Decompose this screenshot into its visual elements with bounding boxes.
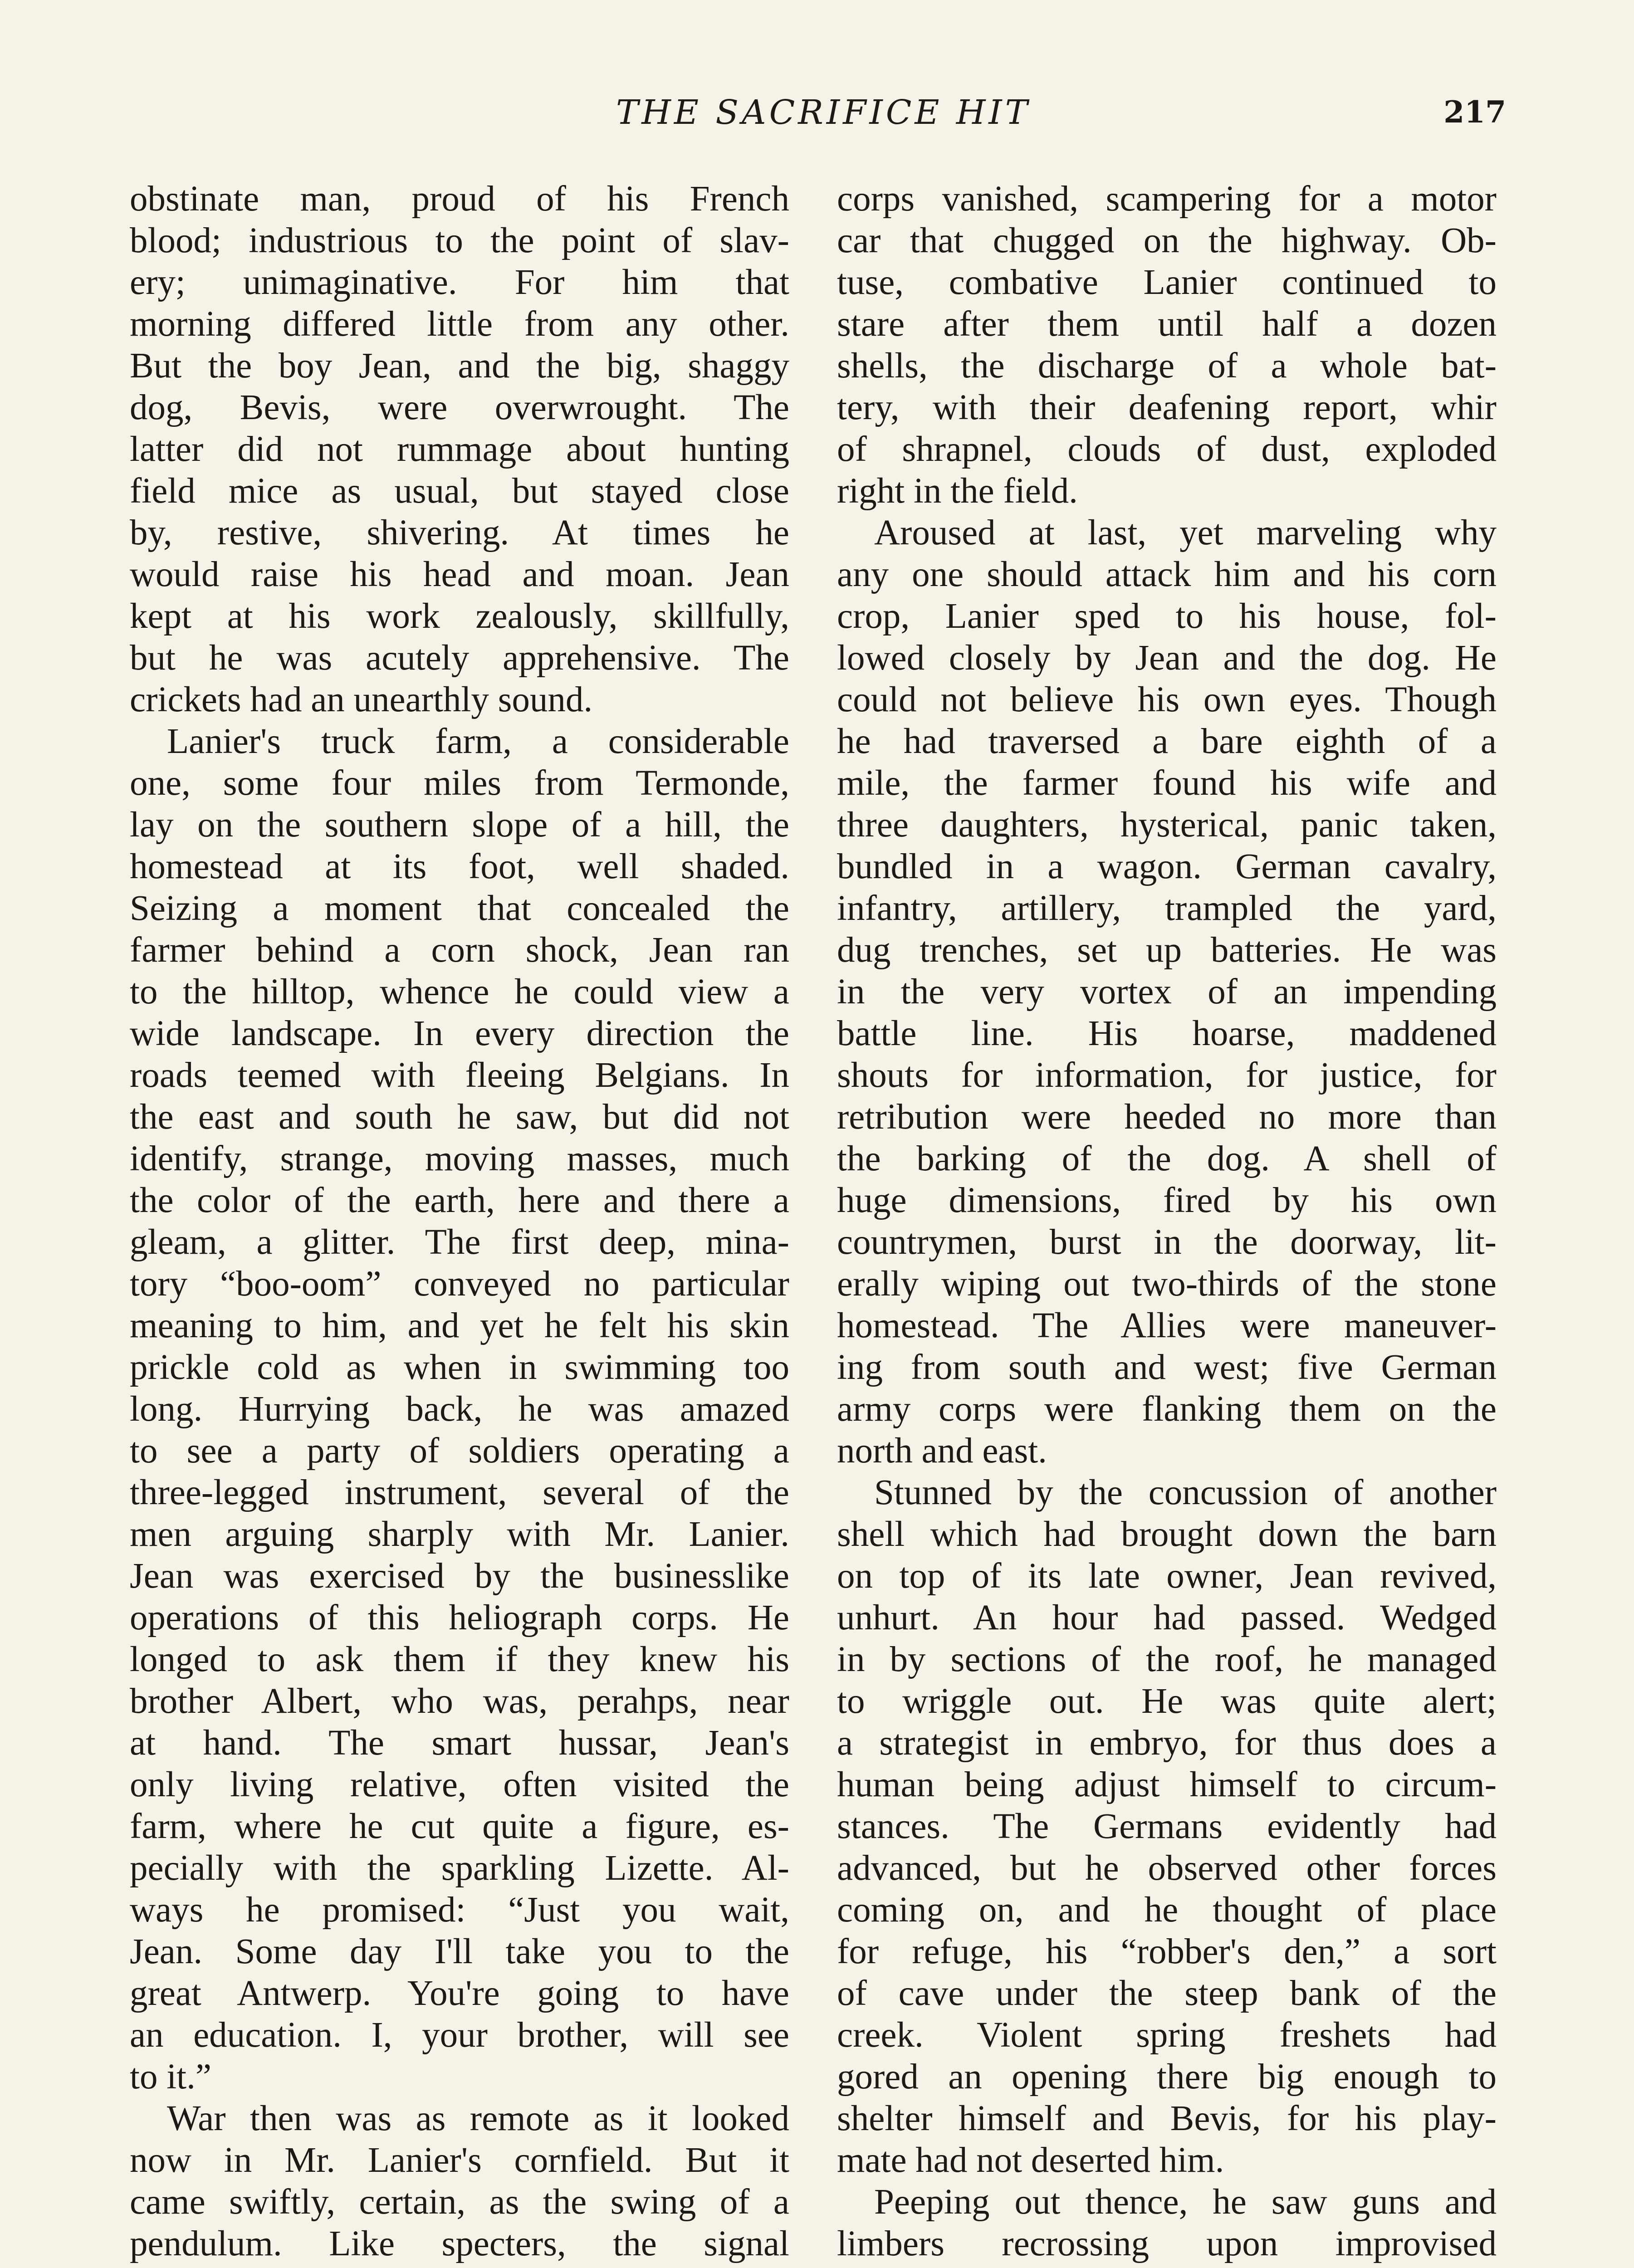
text-line: on top of its late owner, Jean revived, xyxy=(837,1556,1497,1596)
text-line: ery; unimaginative. For him that xyxy=(130,263,789,302)
text-line: army corps were flanking them on the xyxy=(837,1389,1497,1429)
left-text-column xyxy=(130,178,789,2265)
text-line: an education. I, your brother, will see xyxy=(130,2015,789,2055)
text-line: countrymen, burst in the doorway, lit- xyxy=(837,1222,1497,1262)
text-line: a strategist in embryo, for thus does a xyxy=(837,1723,1497,1763)
text-line: pendulum. Like specters, the signal xyxy=(130,2224,789,2263)
text-line: Peeping out thence, he saw guns and xyxy=(874,2182,1497,2222)
text-line: in the very vortex of an impending xyxy=(837,972,1497,1012)
text-line: gored an opening there big enough to xyxy=(837,2057,1497,2097)
text-line: of shrapnel, clouds of dust, exploded xyxy=(837,430,1497,469)
text-line: mile, the farmer found his wife and xyxy=(837,763,1497,803)
text-line: shouts for information, for justice, for xyxy=(837,1056,1497,1095)
text-line: long. Hurrying back, he was amazed xyxy=(130,1389,789,1429)
text-line: meaning to him, and yet he felt his skin xyxy=(130,1306,789,1345)
text-line: stare after them until half a dozen xyxy=(837,304,1497,344)
text-line: the color of the earth, here and there a xyxy=(130,1181,789,1220)
text-line: could not believe his own eyes. Though xyxy=(837,680,1497,719)
right-text-column xyxy=(837,178,1497,2265)
text-line: longed to ask them if they knew his xyxy=(130,1640,789,1679)
text-line: operations of this heliograph corps. He xyxy=(130,1598,789,1637)
text-line: field mice as usual, but stayed close xyxy=(130,471,789,511)
text-line: lowed closely by Jean and the dog. He xyxy=(837,638,1497,678)
text-line: pecially with the sparkling Lizette. Al- xyxy=(130,1848,789,1888)
text-line: ing from south and west; five German xyxy=(837,1348,1497,1387)
running-title: THE SACRIFICE HIT xyxy=(616,93,1031,132)
text-line: shells, the discharge of a whole bat- xyxy=(837,346,1497,386)
text-line: dog, Bevis, were overwrought. The xyxy=(130,388,789,427)
text-line: but he was acutely apprehensive. The xyxy=(130,638,789,678)
text-line: shelter himself and Bevis, for his play- xyxy=(837,2099,1497,2138)
text-line: erally wiping out two-thirds of the stone xyxy=(837,1264,1497,1304)
text-line: Stunned by the concussion of another xyxy=(874,1473,1497,1512)
text-line: ways he promised: “Just you wait, xyxy=(130,1890,789,1930)
text-line: three-legged instrument, several of the xyxy=(130,1473,789,1512)
text-line: tery, with their deafening report, whir xyxy=(837,388,1497,427)
text-line: brother Albert, who was, perahps, near xyxy=(130,1681,789,1721)
text-line: right in the field. xyxy=(837,471,1078,511)
text-line: at hand. The smart hussar, Jean's xyxy=(130,1723,789,1763)
text-line: by, restive, shivering. At times he xyxy=(130,513,789,552)
text-line: in by sections of the roof, he managed xyxy=(837,1640,1497,1679)
text-line: to the hilltop, whence he could view a xyxy=(130,972,789,1012)
text-line: bundled in a wagon. German cavalry, xyxy=(837,847,1497,886)
text-line: advanced, but he observed other forces xyxy=(837,1848,1497,1888)
text-line: latter did not rummage about hunting xyxy=(130,430,789,469)
text-line: coming on, and he thought of place xyxy=(837,1890,1497,1930)
text-line: of cave under the steep bank of the xyxy=(837,1974,1497,2013)
text-line: dug trenches, set up batteries. He was xyxy=(837,930,1497,970)
text-line: for refuge, his “robber's den,” a sort xyxy=(837,1932,1497,1971)
text-line: human being adjust himself to circum- xyxy=(837,1765,1497,1804)
text-line: the east and south he saw, but did not xyxy=(130,1097,789,1137)
text-line: prickle cold as when in swimming too xyxy=(130,1348,789,1387)
text-line: roads teemed with fleeing Belgians. In xyxy=(130,1056,789,1095)
text-line: retribution were heeded no more than xyxy=(837,1097,1497,1137)
text-line: Jean was exercised by the businesslike xyxy=(130,1556,789,1596)
text-line: the barking of the dog. A shell of xyxy=(837,1139,1497,1178)
text-line: Jean. Some day I'll take you to the xyxy=(130,1932,789,1971)
text-line: north and east. xyxy=(837,1431,1047,1471)
text-line: men arguing sharply with Mr. Lanier. xyxy=(130,1515,789,1554)
text-line: identify, strange, moving masses, much xyxy=(130,1139,789,1178)
text-line: Seizing a moment that concealed the xyxy=(130,889,789,928)
text-line: to see a party of soldiers operating a xyxy=(130,1431,789,1471)
text-line: crickets had an unearthly sound. xyxy=(130,680,593,719)
text-line: War then was as remote as it looked xyxy=(167,2099,789,2138)
text-line: limbers recrossing upon improvised xyxy=(837,2224,1497,2263)
text-line: lay on the southern slope of a hill, the xyxy=(130,805,789,845)
text-line: any one should attack him and his corn xyxy=(837,555,1497,594)
text-line: great Antwerp. You're going to have xyxy=(130,1974,789,2013)
page-number: 217 xyxy=(1443,94,1506,130)
text-line: he had traversed a bare eighth of a xyxy=(837,722,1497,761)
text-line: kept at his work zealously, skillfully, xyxy=(130,596,789,636)
text-line: farmer behind a corn shock, Jean ran xyxy=(130,930,789,970)
text-line: infantry, artillery, trampled the yard, xyxy=(837,889,1497,928)
text-line: homestead. The Allies were maneuver- xyxy=(837,1306,1497,1345)
text-line: But the boy Jean, and the big, shaggy xyxy=(130,346,789,386)
text-line: to wriggle out. He was quite alert; xyxy=(837,1681,1497,1721)
text-line: battle line. His hoarse, maddened xyxy=(837,1014,1497,1053)
text-line: gleam, a glitter. The first deep, mina- xyxy=(130,1222,789,1262)
text-line: three daughters, hysterical, panic taken, xyxy=(837,805,1497,845)
text-line: obstinate man, proud of his French xyxy=(130,179,789,219)
text-line: tuse, combative Lanier continued to xyxy=(837,263,1497,302)
text-line: tory “boo-oom” conveyed no particular xyxy=(130,1264,789,1304)
text-line: homestead at its foot, well shaded. xyxy=(130,847,789,886)
text-line: to it.” xyxy=(130,2057,211,2097)
text-line: corps vanished, scampering for a motor xyxy=(837,179,1497,219)
text-line: one, some four miles from Termonde, xyxy=(130,763,789,803)
text-line: only living relative, often visited the xyxy=(130,1765,789,1804)
text-line: blood; industrious to the point of slav- xyxy=(130,221,789,260)
text-line: came swiftly, certain, as the swing of a xyxy=(130,2182,789,2222)
text-line: farm, where he cut quite a figure, es- xyxy=(130,1807,789,1846)
text-line: now in Mr. Lanier's cornfield. But it xyxy=(130,2141,789,2180)
text-line: shell which had brought down the barn xyxy=(837,1515,1497,1554)
text-line: crop, Lanier sped to his house, fol- xyxy=(837,596,1497,636)
text-line: huge dimensions, fired by his own xyxy=(837,1181,1497,1220)
text-line: wide landscape. In every direction the xyxy=(130,1014,789,1053)
text-line: car that chugged on the highway. Ob- xyxy=(837,221,1497,260)
text-line: creek. Violent spring freshets had xyxy=(837,2015,1497,2055)
text-line: would raise his head and moan. Jean xyxy=(130,555,789,594)
text-line: stances. The Germans evidently had xyxy=(837,1807,1497,1846)
text-line: unhurt. An hour had passed. Wedged xyxy=(837,1598,1497,1637)
text-line: Lanier's truck farm, a considerable xyxy=(167,722,789,761)
text-line: Aroused at last, yet marveling why xyxy=(874,513,1497,552)
text-line: morning differed little from any other. xyxy=(130,304,789,344)
text-line: mate had not deserted him. xyxy=(837,2141,1224,2180)
